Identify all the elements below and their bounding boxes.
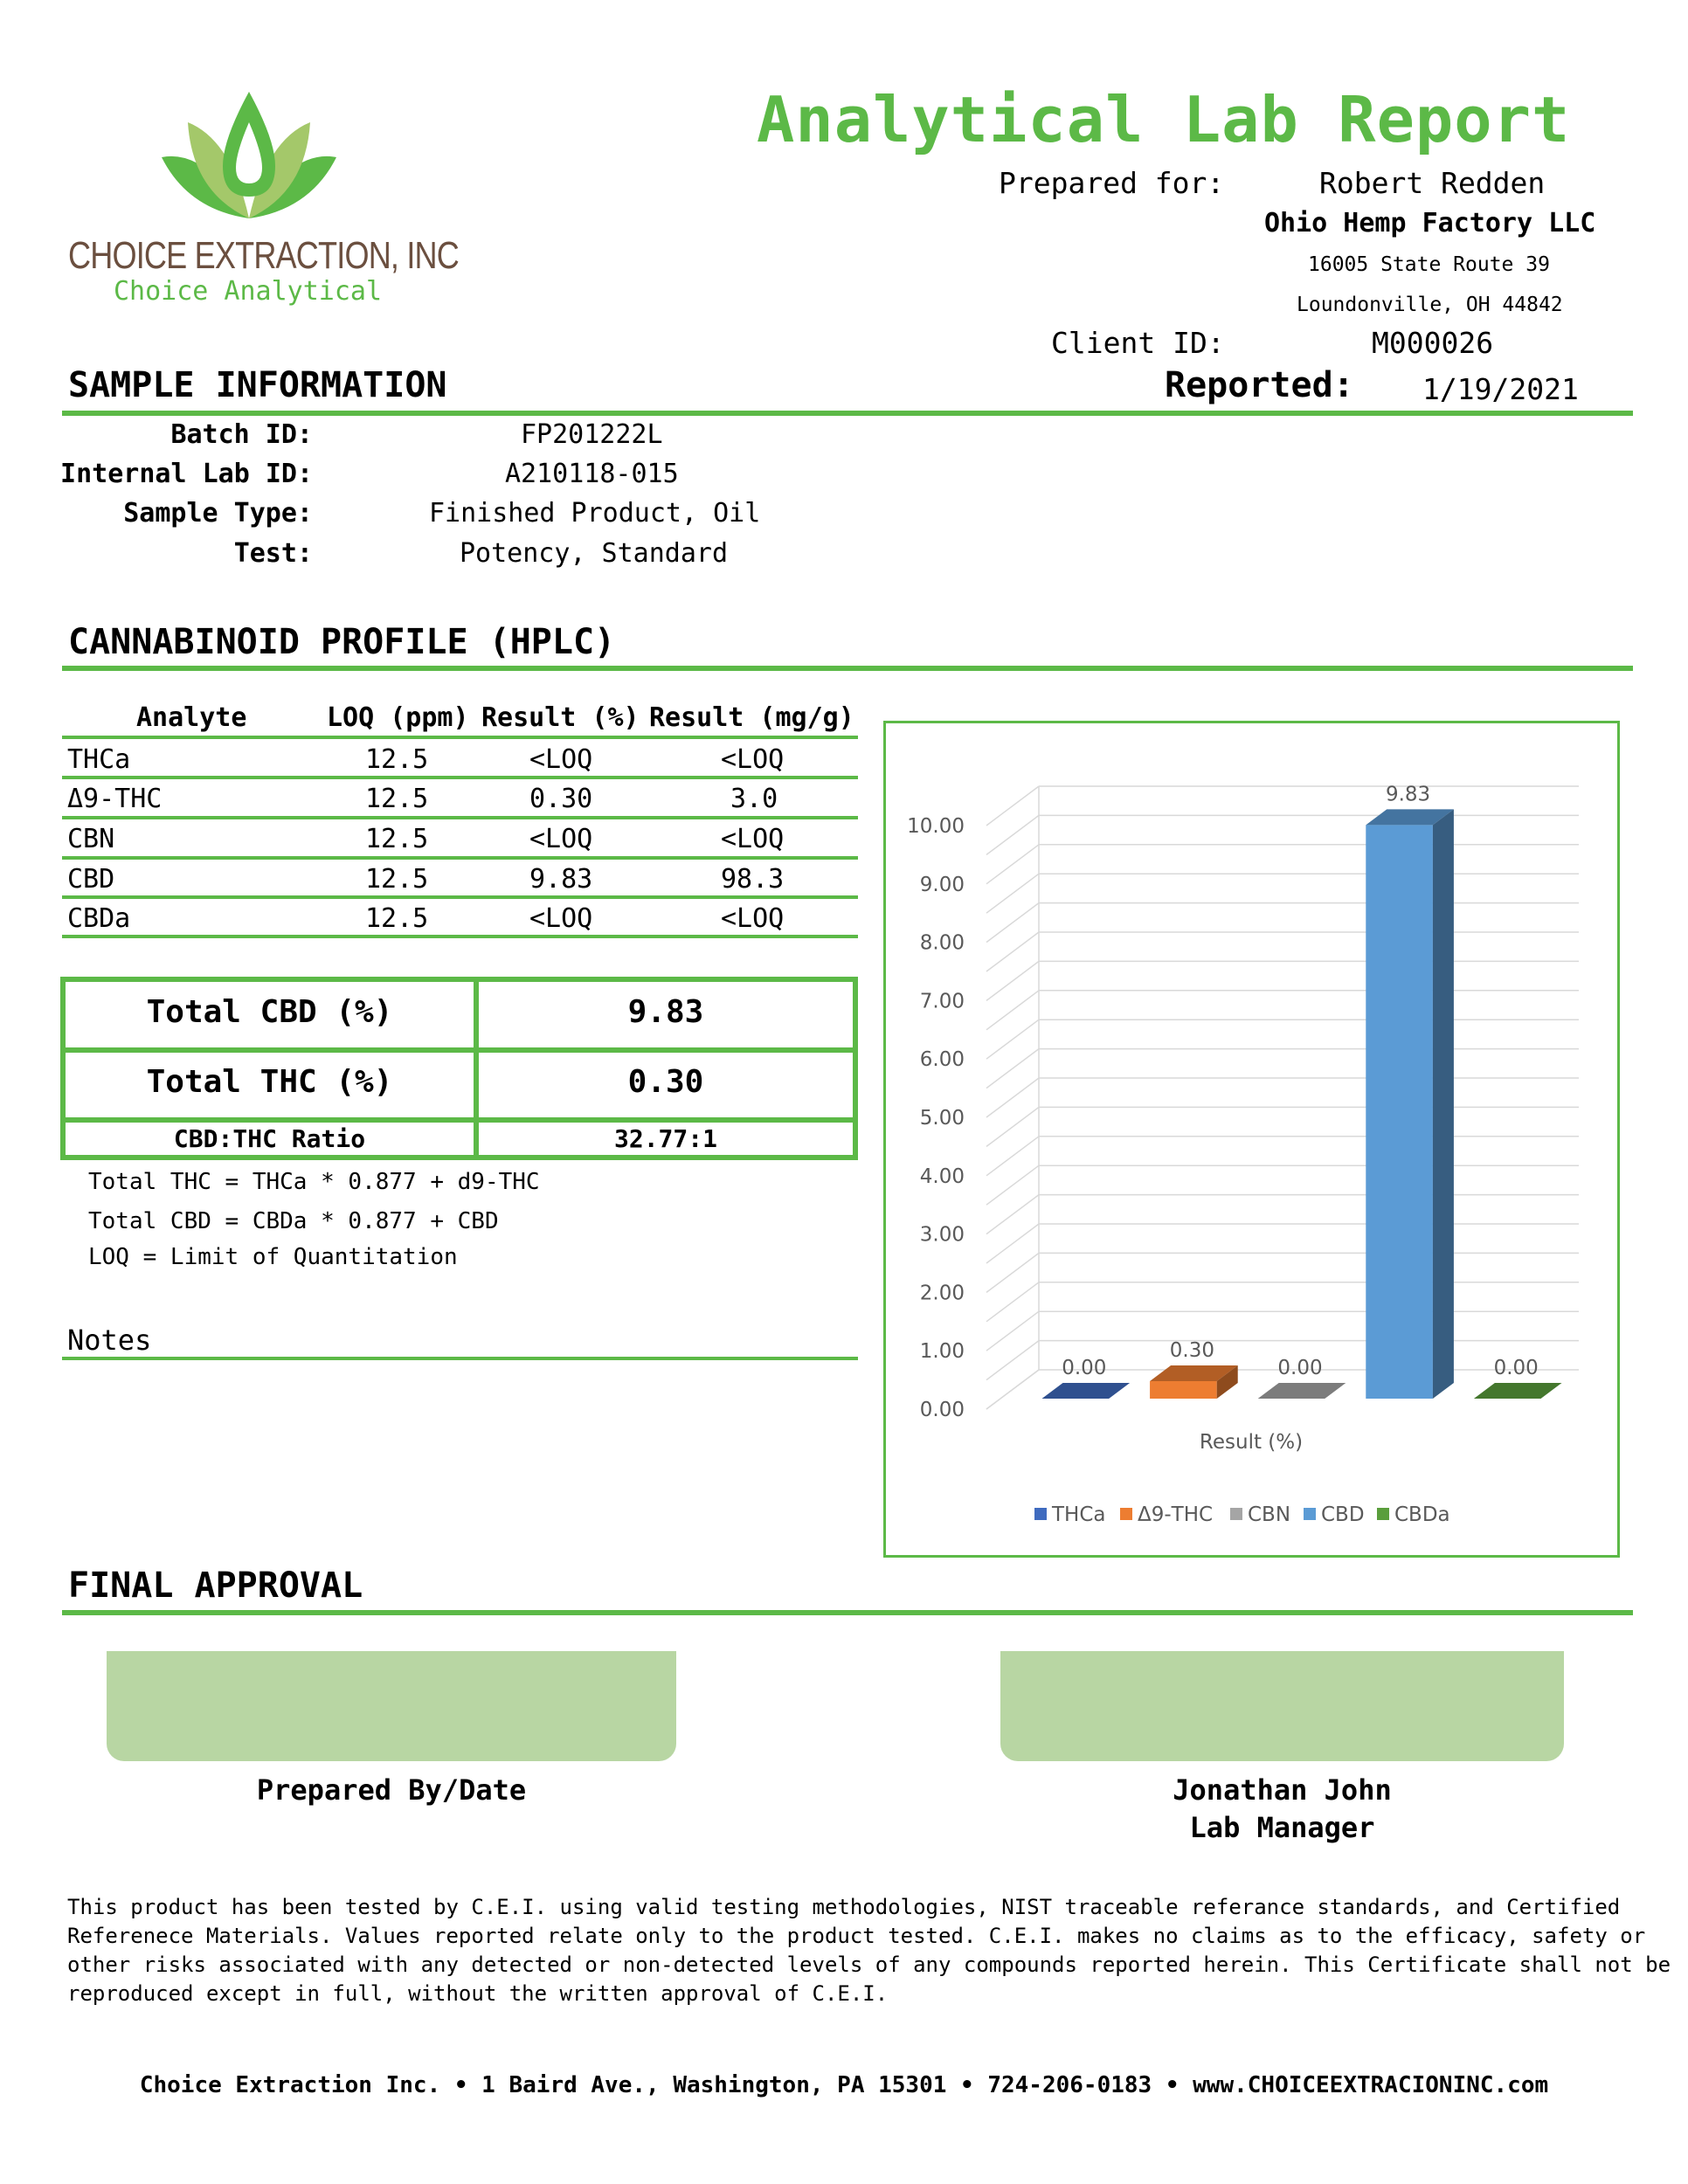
gridline [986,1195,1039,1234]
totals-divider [66,1047,853,1053]
lotus-drop-icon [153,87,345,218]
report-title: Analytical Lab Report [757,83,1571,156]
gridline [986,1049,1039,1089]
bar-top [1474,1383,1562,1399]
gridline [986,1253,1039,1292]
analyte-cell: THCa [67,744,131,775]
legend-label: CBN [1248,1503,1291,1526]
client-id-label: Client ID: [1051,326,1225,360]
bar-side [1433,809,1454,1399]
internal-lab-id-label: Internal Lab ID: [60,459,313,489]
prepared-by-label: Prepared By/Date [256,1773,527,1807]
prepared-for-label: Prepared for: [999,166,1225,200]
total-cbd-label: Total CBD (%) [146,994,393,1030]
client-name: Robert Redden [1319,166,1546,200]
result-pct-cell: <LOQ [529,744,593,775]
total-thc-label: Total THC (%) [146,1064,393,1100]
gridline [986,1107,1039,1146]
gridline [986,903,1039,943]
notes-divider [62,1357,858,1360]
data-label: 0.30 [1169,1338,1215,1362]
totals-box [60,977,858,1160]
y-tick-label: 3.00 [919,1223,965,1247]
manager-name: Jonathan John [1173,1773,1392,1807]
result-mg-cell: <LOQ [721,744,785,775]
internal-lab-id-value: A210118-015 [505,459,679,489]
y-tick-label: 7.00 [919,990,965,1013]
row-divider [62,935,858,938]
result-mg-cell: <LOQ [721,824,785,854]
loq-cell: 12.5 [365,784,429,814]
analyte-cell: CBN [67,824,115,854]
disclaimer [67,1893,1671,2008]
row-divider [62,736,858,739]
data-label: 0.00 [1277,1357,1323,1379]
legend-label: CBD [1321,1503,1365,1526]
row-divider [62,895,858,899]
analyte-cell: CBDa [67,903,131,934]
result-chart [883,721,1620,1558]
gridline [986,1224,1039,1263]
y-tick-label: 1.00 [919,1340,965,1364]
disclaimer-line: Referenece Materials. Values reported relate only to the product tested. C.E.I. makes no claims as to the efficacy, safety or [67,1924,1646,1948]
sample-type-label: Sample Type: [123,498,313,529]
result-pct-cell: <LOQ [529,824,593,854]
total-cbd-value: 9.83 [627,994,704,1030]
legend-swatch [1120,1508,1132,1520]
bar-Δ9-THC [1150,1381,1217,1399]
signature-box-prepared[interactable] [107,1651,676,1761]
result-pct-cell: <LOQ [529,903,593,934]
column-header: Analyte [136,702,247,733]
axis-line [986,1370,1039,1409]
row-divider [62,776,858,779]
section-divider [62,666,1633,671]
ratio-value: 32.77:1 [613,1124,717,1153]
client-address-1: 16005 State Route 39 [1308,253,1550,276]
section-divider [62,411,1633,416]
formula-total-thc: Total THC = THCa * 0.877 + d9-THC [88,1169,540,1195]
profile-heading: CANNABINOID PROFILE (HPLC) [68,622,616,662]
legend-label: Δ9-THC [1138,1503,1214,1526]
column-header: Result (mg/g) [649,702,854,733]
logo-company-name: CHOICE EXTRACTION, INC [68,234,460,277]
disclaimer-line: other risks associated with any detected or non-detected levels of any compounds reported herein. This Certificate shall not be [67,1952,1671,1977]
bar-top [1041,1383,1130,1399]
totals-divider [66,1117,853,1123]
result-mg-cell: 3.0 [730,784,778,814]
analyte-cell: CBD [67,864,115,895]
gridline [986,932,1039,971]
column-header: Result (%) [481,702,640,733]
loq-cell: 12.5 [365,744,429,775]
reported-date: 1/19/2021 [1422,372,1579,406]
legend-swatch [1230,1508,1242,1520]
legend-swatch [1377,1508,1389,1520]
batch-id-value: FP201222L [521,419,663,450]
gridline [986,1078,1039,1117]
test-label: Test: [233,538,313,569]
gridline [986,1282,1039,1322]
sample-type-value: Finished Product, Oil [429,498,761,529]
row-divider [62,856,858,860]
logo-subtitle: Choice Analytical [114,276,383,307]
reported-label: Reported: [1165,365,1354,405]
result-pct-cell: 9.83 [529,864,593,895]
legend-swatch [1304,1508,1316,1520]
gridline [986,1341,1039,1380]
client-id-value: M000026 [1372,326,1494,360]
gridline [986,961,1039,1000]
result-pct-cell: 0.30 [529,784,593,814]
gridline [986,786,1039,826]
test-value: Potency, Standard [460,538,729,569]
y-tick-label: 10.00 [907,815,965,838]
notes-label: Notes [67,1324,152,1357]
row-divider [62,816,858,819]
final-approval-heading: FINAL APPROVAL [68,1565,363,1606]
y-tick-label: 4.00 [919,1165,965,1188]
legend-label: CBDa [1394,1503,1450,1526]
column-header: LOQ (ppm) [327,702,469,733]
data-label: 0.00 [1493,1357,1539,1379]
loq-cell: 12.5 [365,824,429,854]
x-axis-label: Result (%) [1199,1431,1304,1454]
signature-box-manager[interactable] [1000,1651,1564,1761]
gridline [986,1019,1039,1059]
bar-chart [886,723,1617,1555]
batch-id-label: Batch ID: [170,419,313,450]
company-logo [61,87,460,314]
manager-title: Lab Manager [1189,1811,1375,1844]
data-label: 0.00 [1062,1357,1107,1379]
y-tick-label: 8.00 [919,931,965,955]
gridline [986,874,1039,913]
gridline [986,1165,1039,1205]
sample-info-heading: SAMPLE INFORMATION [68,365,447,405]
gridline [986,991,1039,1030]
result-mg-cell: 98.3 [721,864,785,895]
loq-definition: LOQ = Limit of Quantitation [88,1244,458,1270]
bar-top [1258,1383,1346,1399]
footer-contact: Choice Extraction Inc. • 1 Baird Ave., Washington, PA 15301 • 724-206-0183 • www.CHOICEEXTRACIONINC.com [139,2072,1549,2098]
result-mg-cell: <LOQ [721,903,785,934]
gridline [986,815,1039,854]
loq-cell: 12.5 [365,864,429,895]
disclaimer-line: This product has been tested by C.E.I. using valid testing methodologies, NIST traceable referance standards, and Certified [67,1895,1621,1919]
client-address-2: Loundonville, OH 44842 [1297,294,1563,316]
y-tick-label: 5.00 [919,1107,965,1130]
gridline [986,1311,1039,1351]
data-label: 9.83 [1385,783,1431,806]
formula-total-cbd: Total CBD = CBDa * 0.877 + CBD [88,1208,499,1234]
loq-cell: 12.5 [365,903,429,934]
client-company: Ohio Hemp Factory LLC [1264,208,1596,238]
legend-label: THCa [1052,1503,1106,1526]
total-thc-value: 0.30 [627,1064,704,1100]
gridline [986,1137,1039,1176]
y-tick-label: 6.00 [919,1048,965,1072]
legend-swatch [1034,1508,1047,1520]
section-divider [62,1610,1633,1615]
disclaimer-line: reproduced except in full, without the written approval of C.E.I. [67,1981,889,2006]
analyte-cell: Δ9-THC [67,784,163,814]
bar-CBD [1366,825,1433,1399]
ratio-label: CBD:THC Ratio [173,1124,366,1153]
y-tick-label: 0.00 [919,1399,965,1421]
y-tick-label: 9.00 [919,873,965,896]
y-tick-label: 2.00 [919,1282,965,1305]
gridline [986,845,1039,884]
